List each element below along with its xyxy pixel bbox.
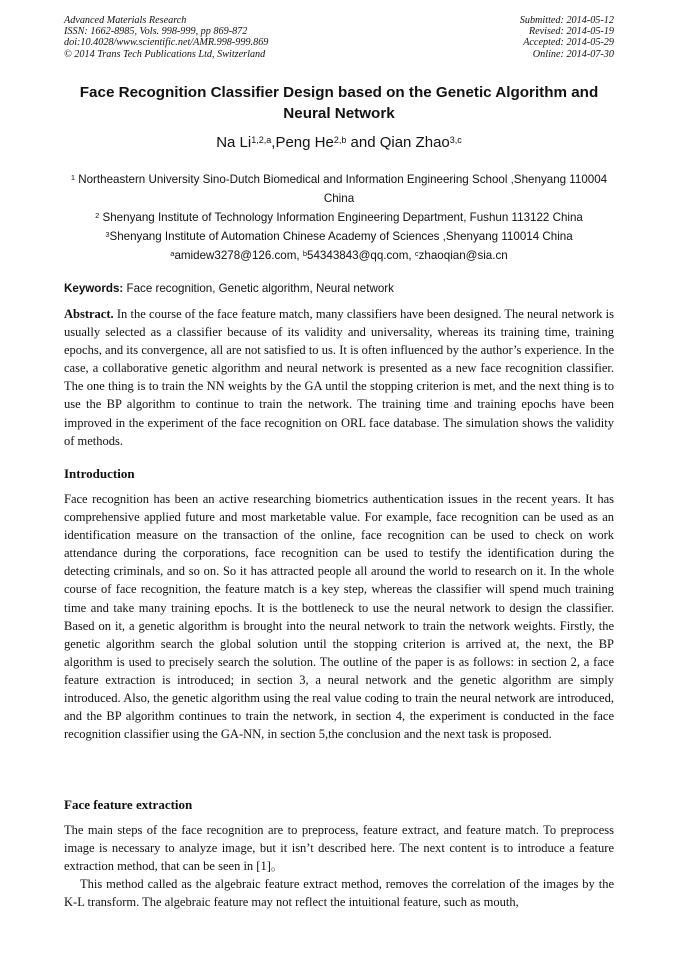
- date-submitted: Submitted: 2014-05-12: [519, 15, 614, 26]
- email-marker: b: [302, 249, 308, 258]
- date-accepted: Accepted: 2014-05-29: [523, 37, 614, 49]
- affiliation-marker: 2: [95, 211, 100, 220]
- affiliations: [64, 170, 614, 265]
- date-revised: Revised: 2014-05-19: [528, 26, 614, 38]
- journal-doi: doi:10.4028/www.scientific.net/AMR.998-999.869: [64, 37, 269, 49]
- email-text: zhaoqian@sia.cn: [418, 249, 508, 262]
- author-name: Na Li: [216, 134, 252, 151]
- email-text: amidew3278@126.com,: [174, 249, 303, 262]
- author-superscript: 3,c: [449, 135, 462, 145]
- date-online: Online: 2014-07-30: [532, 48, 614, 60]
- author-name: and Qian Zhao: [346, 134, 450, 151]
- affiliation-marker: 3: [105, 230, 110, 239]
- email-marker: a: [170, 249, 175, 258]
- section-heading-face-feature-extraction: Face feature extraction: [64, 797, 193, 812]
- author-emails: [64, 246, 614, 265]
- author-list: [64, 133, 614, 153]
- email-marker: c: [414, 249, 419, 258]
- author-name: ,Peng He: [271, 134, 334, 151]
- journal-issn: ISSN: 1662-8985, Vols. 998-999, pp 869-872: [64, 26, 248, 38]
- keywords: [64, 282, 614, 295]
- journal-info: [64, 15, 268, 60]
- keywords-label: Keywords:: [64, 282, 124, 295]
- affiliation-3: [64, 227, 614, 246]
- keywords-text: Face recognition, Genetic algorithm, Neural network: [123, 282, 394, 295]
- abstract-text: In the course of the face feature match, many classifiers have been designed. The neural network is usually selected as a classifier because of its validity and universality, whereas its training time, training epochs, and its convergence, all are not satisfied to us. It is often influenced by the author’s experience. In the case, a collaborative genetic algorithm and neural network is presented as a new face recognition classifier. The one thing is to train the NN weights by the GA until the stopping criterion is met, and the next thing is to use the BP algorithm to continue to train the network. The training time and training epochs have been improved in the experiment of the face recognition on ORL face database. The simulation shows the validity of methods.: [64, 307, 614, 448]
- journal-copyright: © 2014 Trans Tech Publications Ltd, Switzerland: [64, 48, 266, 60]
- author-superscript: 2,b: [333, 135, 347, 145]
- affiliation-2: [64, 208, 614, 227]
- affiliation-text: Northeastern University Sino-Dutch Biomedical and Information Engineering School ,Shenyang 110004 China: [75, 173, 608, 205]
- abstract: [64, 305, 614, 450]
- email-text: 54343843@qq.com,: [307, 249, 415, 262]
- affiliation-text: Shenyang Institute of Technology Information Engineering Department, Fushun 113122 China: [99, 211, 583, 224]
- paper-title: Face Recognition Classifier Design based on the Genetic Algorithm and Neural Network: [79, 84, 599, 122]
- affiliation-text: Shenyang Institute of Automation Chinese Academy of Sciences ,Shenyang 110014 China: [109, 230, 573, 243]
- face-feature-extraction-body: [64, 821, 614, 911]
- affiliation-1: [64, 170, 614, 208]
- journal-name: Advanced Materials Research: [64, 15, 187, 26]
- abstract-label: Abstract.: [64, 307, 114, 321]
- dates-info: [520, 15, 614, 60]
- paragraph: This method called as the algebraic feature extract method, removes the correlation of the images by the K-L transform. The algebraic feature may not reflect the intuitional feature, such as mouth,: [64, 877, 614, 910]
- paragraph: The main steps of the face recognition are to preprocess, feature extract, and feature match. To preprocess image is necessary to analyze image, but it isn’t described here. The next content is to introduce a feature extraction method, that can be seen in [1]。: [64, 823, 614, 874]
- section-heading-introduction: Introduction: [64, 466, 135, 481]
- author-superscript: 1,2,a: [251, 135, 272, 145]
- affiliation-marker: 1: [70, 173, 76, 182]
- introduction-paragraph: Face recognition has been an active researching biometrics authentication issues in the recent years. It has comprehensive applied future and most marketable value. For example, face recognition can be used as an identification measure on the transaction of the online, face recognition can be used to check on work attendance during the corporations, face recognition can be used to testify the identification during the detecting criminals, and so on. So it has attracted people all around the world to research on it. In the whole course of face recognition, the feature match is a key step, whereas the classifier will spend much training time and take many training epochs. It is the bottleneck to use the neural network to design the classifier. Based on it, a genetic algorithm is brought into the neural network to train the network weights. Firstly, the genetic algorithm search the global solution until the stopping criterion is arrived at, the next, the BP algorithm is used to precisely search the solution. The outline of the paper is as follows: in section 2, a face feature extraction is introduced; in section 3, a neural network and the genetic algorithm are simply introduced. Also, the genetic algorithm using the real value coding to train the neural network are introduced, and the BP algorithm continues to train the network, in section 4, the experiment is conducted in the face recognition classifier using the GA-NN, in section 5,the conclusion and the next task is proposed.: [64, 492, 614, 742]
